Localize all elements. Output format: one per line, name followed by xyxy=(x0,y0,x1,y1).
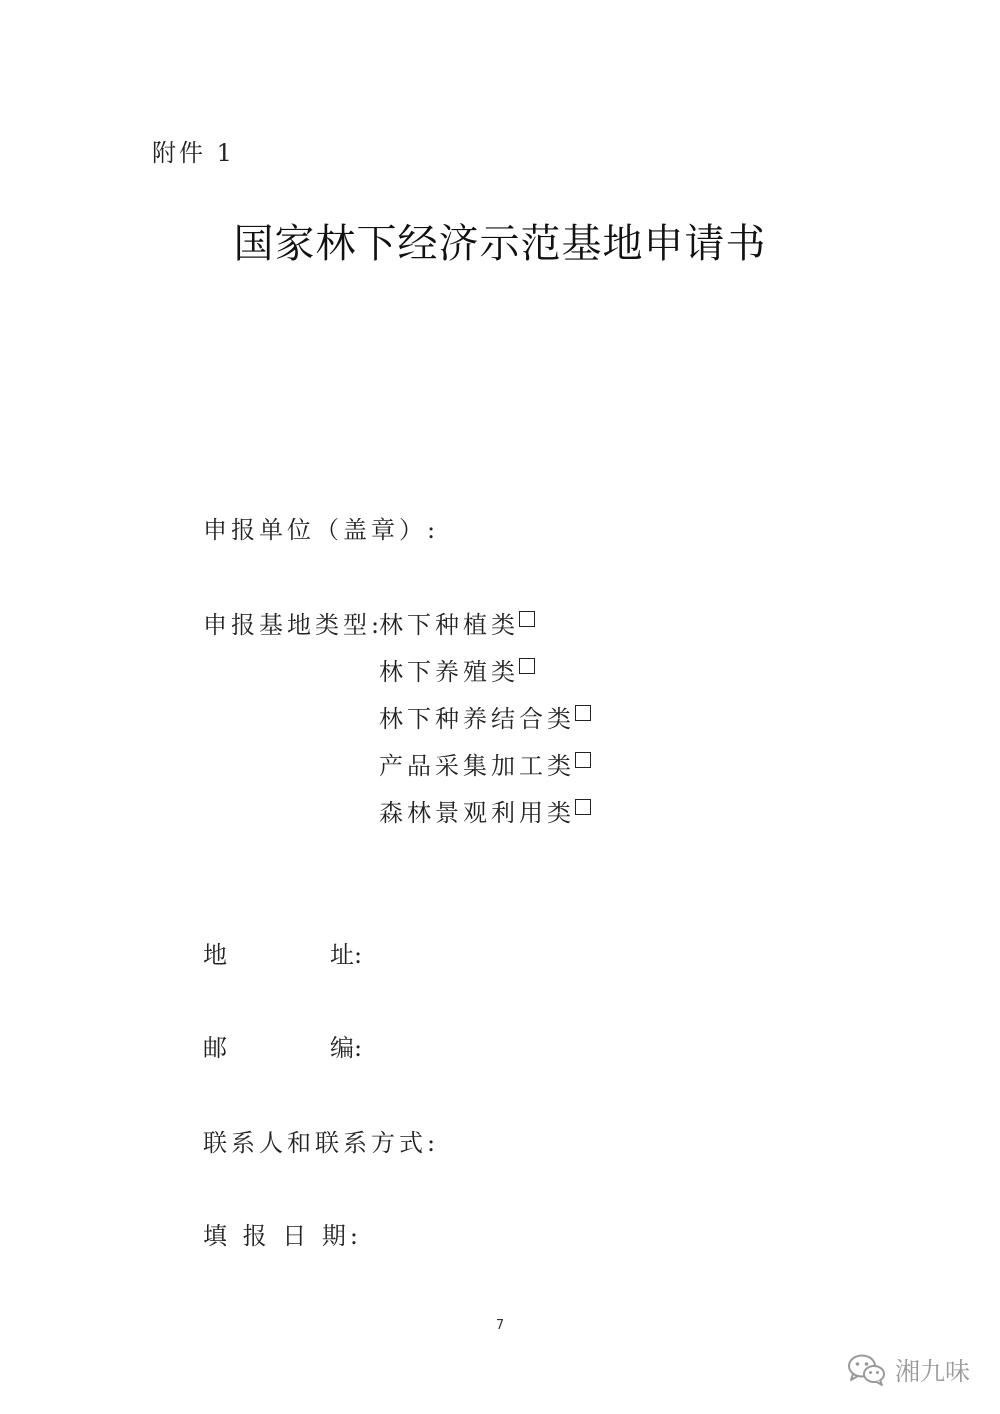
option-label: 林下养殖类 xyxy=(379,658,519,686)
option-label: 产品采集加工类 xyxy=(379,752,575,780)
option-label: 林下种养结合类 xyxy=(379,705,575,733)
address-label-left: 地 xyxy=(203,941,227,969)
checkbox-icon[interactable] xyxy=(519,611,535,627)
zip-label-left: 邮 xyxy=(203,1034,227,1062)
contact-field: 联系人和联系方式: xyxy=(203,1129,440,1157)
checkbox-icon[interactable] xyxy=(575,752,591,768)
watermark xyxy=(847,1352,970,1388)
attachment-label: 附件 1 xyxy=(152,139,235,167)
checkbox-icon[interactable] xyxy=(575,799,591,815)
option-item[interactable] xyxy=(379,793,591,840)
option-item[interactable] xyxy=(379,746,591,793)
option-label: 林下种植类 xyxy=(379,611,519,639)
zip-label-right: 编: xyxy=(330,1034,363,1062)
watermark-text: 湘九味 xyxy=(894,1357,970,1386)
fill-date-field: 填 报 日 期: xyxy=(203,1222,362,1250)
address-label-right: 址: xyxy=(330,941,363,969)
applicant-unit-field: 申报单位（盖章）: xyxy=(203,516,440,544)
wechat-icon xyxy=(847,1353,887,1387)
base-type-options xyxy=(379,605,591,840)
base-type-label: 申报基地类型: xyxy=(203,611,384,639)
checkbox-icon[interactable] xyxy=(519,658,535,674)
checkbox-icon[interactable] xyxy=(575,705,591,721)
option-item[interactable] xyxy=(379,605,591,652)
option-item[interactable] xyxy=(379,652,591,699)
page-number: 7 xyxy=(495,1318,505,1333)
option-label: 森林景观利用类 xyxy=(379,799,575,827)
document-title: 国家林下经济示范基地申请书 xyxy=(233,221,767,267)
option-item[interactable] xyxy=(379,699,591,746)
